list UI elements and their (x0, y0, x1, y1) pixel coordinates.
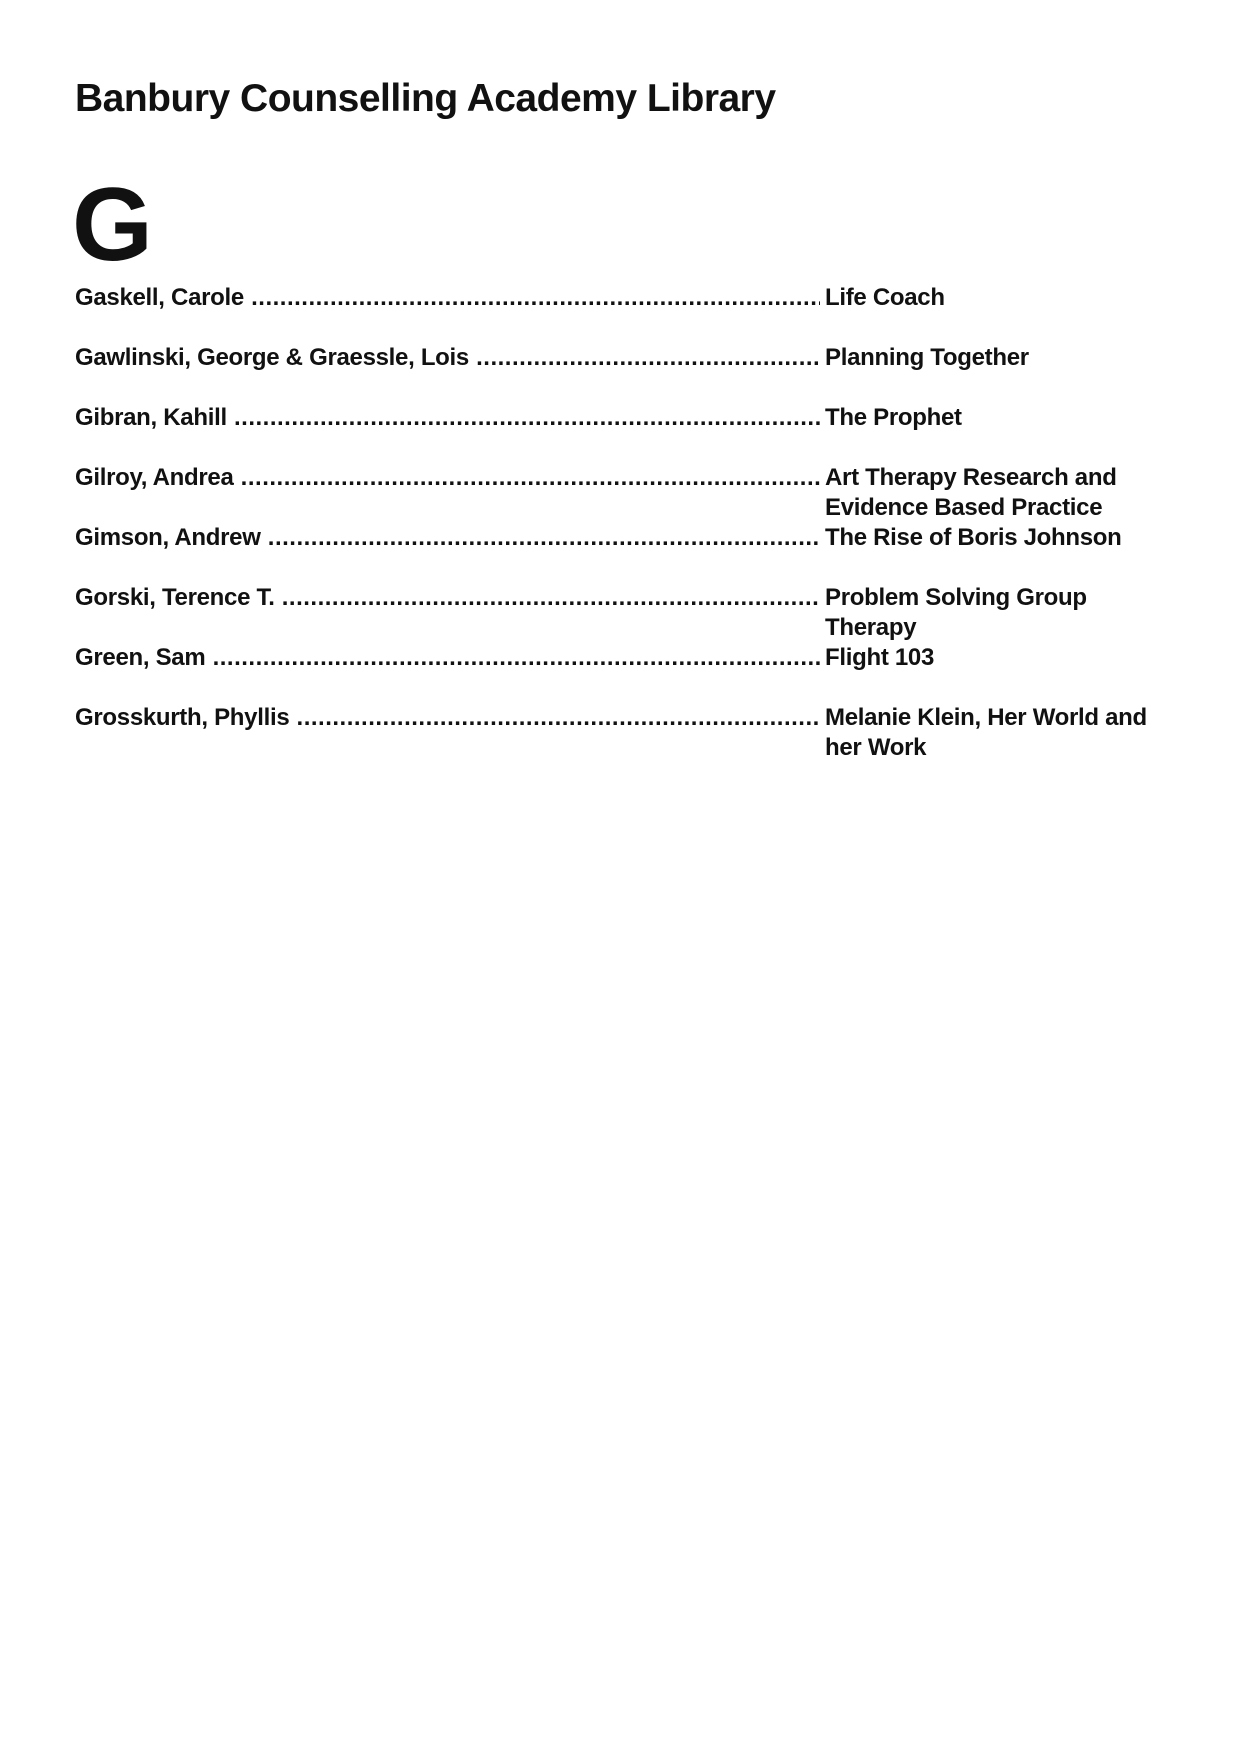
author-name: Gaskell, Carole ..... (75, 283, 820, 313)
author-name: Gilroy, Andrea ..... (75, 463, 820, 493)
book-title: The Prophet (825, 404, 962, 431)
list-item (75, 523, 1175, 583)
catalogue-list (75, 283, 1175, 763)
book-title: The Rise of Boris Johnson (825, 524, 1122, 551)
section-letter: G (72, 167, 153, 283)
list-item (75, 283, 1175, 343)
list-item (75, 403, 1175, 463)
book-title: Life Coach (825, 284, 945, 311)
list-item (75, 703, 1175, 763)
author-name: Gorski, Terence T. ..... (75, 583, 820, 613)
book-title: Flight 103 (825, 644, 935, 671)
book-title: Melanie Klein, Her World and her Work (825, 704, 1147, 761)
book-title: Problem Solving Group Therapy (825, 584, 1087, 641)
list-item (75, 643, 1175, 703)
author-name: Green, Sam ..... (75, 643, 820, 673)
author-name: Gimson, Andrew ..... (75, 523, 820, 553)
book-title: Art Therapy Research and Evidence Based Practice (825, 464, 1117, 521)
list-item (75, 583, 1175, 643)
author-name: Grosskurth, Phyllis ..... (75, 703, 820, 733)
list-item (75, 343, 1175, 403)
author-name: Gawlinski, George & Graessle, Lois ..... (75, 343, 820, 373)
author-name: Gibran, Kahill ..... (75, 403, 820, 433)
list-item (75, 463, 1175, 523)
page-title: Banbury Counselling Academy Library (75, 77, 776, 120)
book-title: Planning Together (825, 344, 1029, 371)
